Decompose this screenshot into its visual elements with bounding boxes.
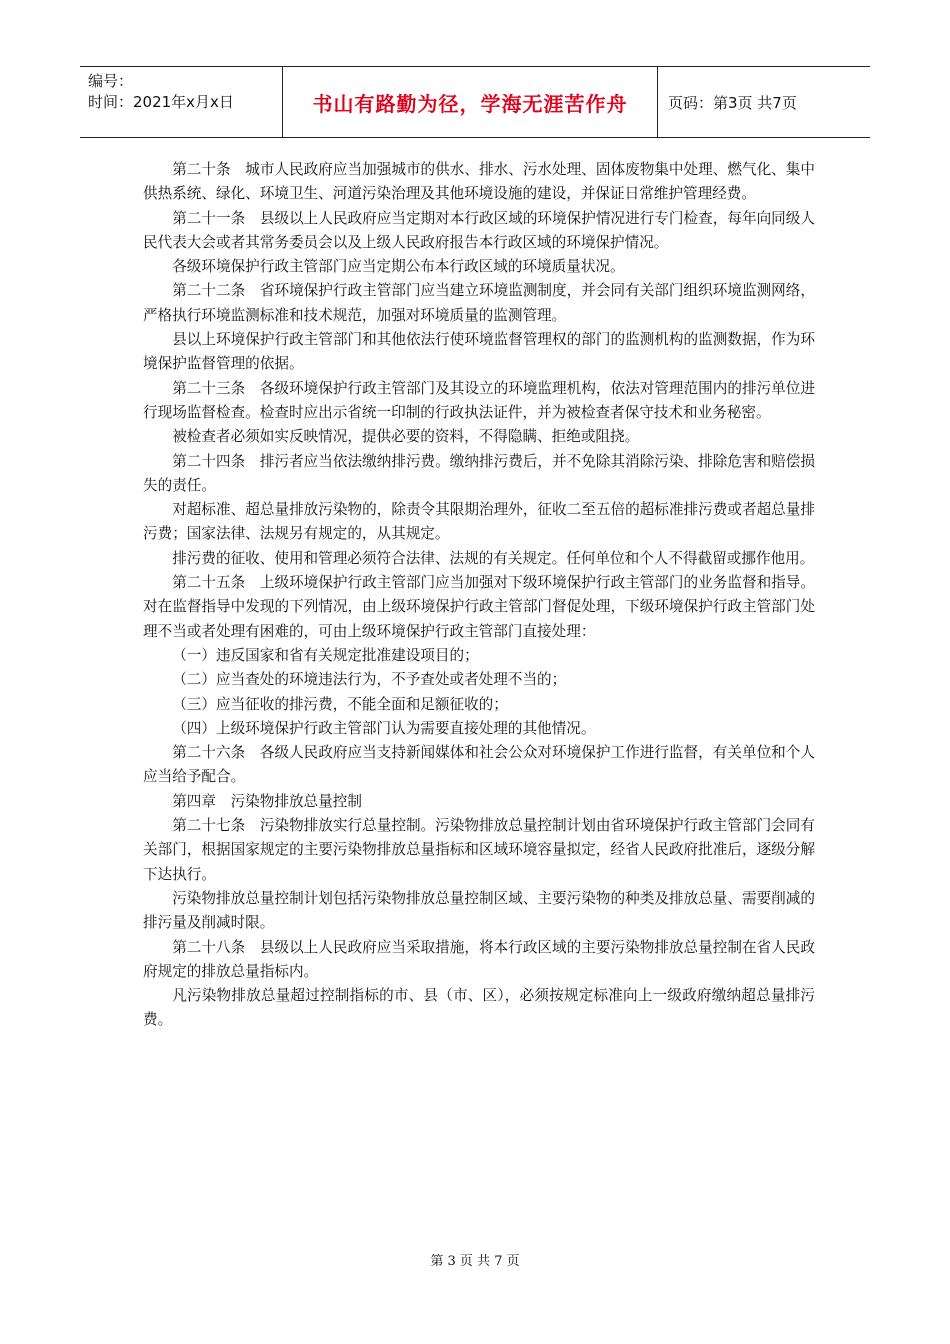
list-item: （三）应当征收的排污费，不能全面和足额征收的； (172, 695, 508, 713)
paragraph: 被检查者必须如实反映情况，提供必要的资料，不得隐瞒、拒绝或阻挠。 (172, 428, 640, 446)
chapter-heading: 第四章 污染物排放总量控制 (172, 792, 362, 810)
paragraph: 对超标准、超总量排放污染物的，除责令其限期治理外，征收二至五倍的超标准排污费或者超总量排污费；国家法律、法规另有规定的，从其规定。 (143, 501, 815, 543)
header-motto: 书山有路勤为径，学海无涯苦作舟 (283, 67, 658, 137)
paragraph: 凡污染物排放总量超过控制指标的市、县（市、区），必须按规定标准向上一级政府缴纳超总量排污费。 (143, 987, 815, 1029)
page-header (80, 66, 870, 138)
list-item: （二）应当查处的环境违法行为，不予查处或者处理不当的； (172, 671, 567, 689)
document-body (143, 158, 815, 1033)
list-item: （一）违反国家和省有关规定批准建设项目的； (172, 646, 479, 664)
paragraph: 第二十一条 县级以上人民政府应当定期对本行政区域的环境保护情况进行专门检查，每年向同级人民代表大会或者其常务委员会以及上级人民政府报告本行政区域的环境保护情况。 (143, 209, 815, 251)
paragraph: 县以上环境保护行政主管部门和其他依法行使环境监督管理权的部门的监测机构的监测数据，作为环境保护监督管理的依据。 (143, 331, 815, 373)
header-page-info: 页码：第3页 共7页 (668, 93, 797, 112)
paragraph: 第二十八条 县级以上人民政府应当采取措施，将本行政区域的主要污染物排放总量控制在省人民政府规定的排放总量指标内。 (143, 938, 815, 980)
paragraph: 污染物排放总量控制计划包括污染物排放总量控制区域、主要污染物的种类及排放总量、需要削减的排污量及削减时限。 (143, 889, 815, 932)
paragraph: 排污费的征收、使用和管理必须符合法律、法规的有关规定。任何单位和个人不得截留或挪作他用。 (172, 549, 815, 567)
paragraph: 第二十五条 上级环境保护行政主管部门应当加强对下级环境保护行政主管部门的业务监督和指导。对在监督指导中发现的下列情况，由上级环境保护行政主管部门督促处理，下级环境保护行政主管部门处理不当或者处理有困难的，可由上级环境保护行政主管部门直接处理： (143, 574, 815, 640)
list-item: （四）上级环境保护行政主管部门认为需要直接处理的其他情况。 (172, 719, 596, 737)
header-meta (80, 67, 283, 137)
paragraph: 第二十六条 各级人民政府应当支持新闻媒体和社会公众对环境保护工作进行监督，有关单位和个人应当给予配合。 (143, 744, 815, 786)
paragraph: 第二十三条 各级环境保护行政主管部门及其设立的环境监理机构，依法对管理范围内的排污单位进行现场监督检查。检查时应出示省统一印制的行政执法证件，并为被检查者保守技术和业务秘密。 (143, 379, 815, 421)
document-time-label: 时间：2021年x月x日 (88, 93, 234, 111)
paragraph: 第二十七条 污染物排放实行总量控制。污染物排放总量控制计划由省环境保护行政主管部门会同有关部门，根据国家规定的主要污染物排放总量指标和区域环境容量拟定，经省人民政府批准后，逐级分解下达执行。 (143, 817, 815, 883)
paragraph: 各级环境保护行政主管部门应当定期公布本行政区域的环境质量状况。 (172, 258, 625, 276)
paragraph: 第二十条 城市人民政府应当加强城市的供水、排水、污水处理、固体废物集中处理、燃气化、集中供热系统、绿化、环境卫生、河道污染治理及其他环境设施的建设，并保证日常维护管理经费。 (143, 161, 815, 203)
page-footer: 第 3 页 共 7 页 (430, 1254, 520, 1269)
document-number-label: 编号： (88, 72, 134, 90)
paragraph: 第二十四条 排污者应当依法缴纳排污费。缴纳排污费后，并不免除其消除污染、排除危害和赔偿损失的责任。 (143, 452, 815, 494)
paragraph: 第二十二条 省环境保护行政主管部门应当建立环境监测制度，并会同有关部门组织环境监测网络，严格执行环境监测标准和技术规范，加强对环境质量的监测管理。 (143, 282, 815, 324)
